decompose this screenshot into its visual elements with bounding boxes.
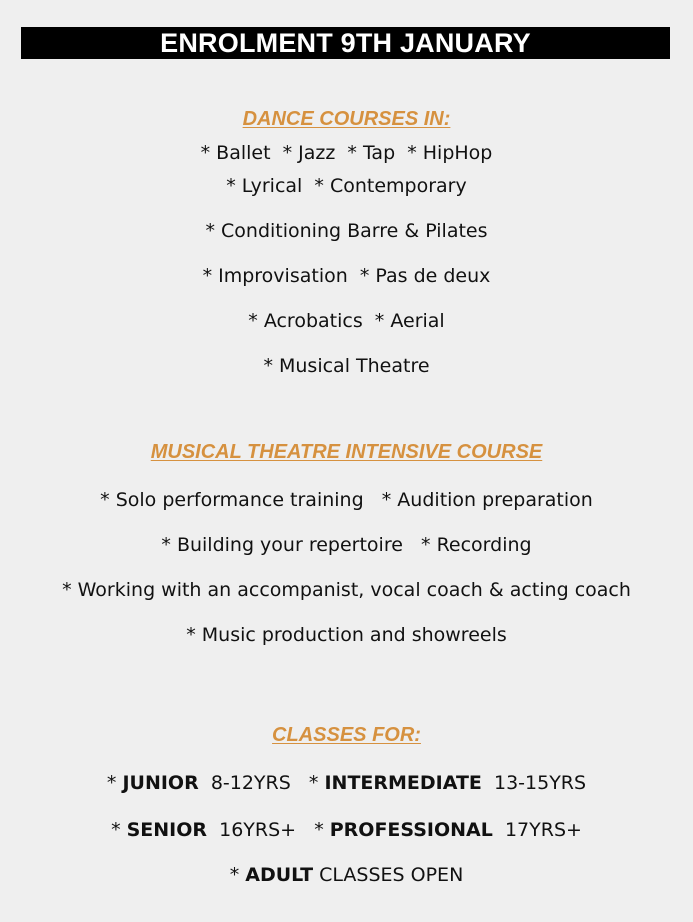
intensive-course-line: * Solo performance training * Audition preparation xyxy=(100,489,593,511)
bullet: * xyxy=(314,819,330,841)
intensive-course-line: * Building your repertoire * Recording xyxy=(161,534,532,556)
dance-course-line: * Lyrical * Contemporary xyxy=(226,175,467,197)
intensive-course-line: * Working with an accompanist, vocal coach & acting coach xyxy=(62,579,631,601)
adult-rest: CLASSES OPEN xyxy=(313,864,464,886)
intermediate-ages: 13-15YRS xyxy=(481,772,587,794)
adult-label: ADULT xyxy=(245,864,314,886)
classes-line-adult xyxy=(0,864,693,886)
classes-line-senior-professional xyxy=(0,819,693,841)
dance-course-line: * Conditioning Barre & Pilates xyxy=(205,220,488,242)
bullet: * xyxy=(106,772,123,794)
bullet: * xyxy=(308,772,325,794)
bullet: * xyxy=(229,864,246,886)
intermediate-label: INTERMEDIATE xyxy=(324,772,482,794)
senior-ages: 16YRS+ xyxy=(207,819,315,841)
classes-line-junior-intermediate xyxy=(0,772,693,794)
bullet: * xyxy=(111,819,127,841)
dance-course-line: * Musical Theatre xyxy=(263,355,430,377)
senior-label: SENIOR xyxy=(126,819,208,841)
junior-ages: 8-12YRS xyxy=(198,772,309,794)
professional-label: PROFESSIONAL xyxy=(329,819,493,841)
intensive-course-line: * Music production and showreels xyxy=(186,624,507,646)
dance-course-line: * Improvisation * Pas de deux xyxy=(202,265,491,287)
dance-course-line: * Acrobatics * Aerial xyxy=(248,310,445,332)
professional-ages: 17YRS+ xyxy=(492,819,582,841)
classes-heading: CLASSES FOR: xyxy=(272,724,421,746)
intensive-course-heading: MUSICAL THEATRE INTENSIVE COURSE xyxy=(150,441,543,463)
dance-courses-heading: DANCE COURSES IN: xyxy=(242,108,451,130)
enrolment-banner: ENROLMENT 9TH JANUARY xyxy=(21,27,670,59)
junior-label: JUNIOR xyxy=(122,772,199,794)
dance-course-line: * Ballet * Jazz * Tap * HipHop xyxy=(200,142,493,164)
